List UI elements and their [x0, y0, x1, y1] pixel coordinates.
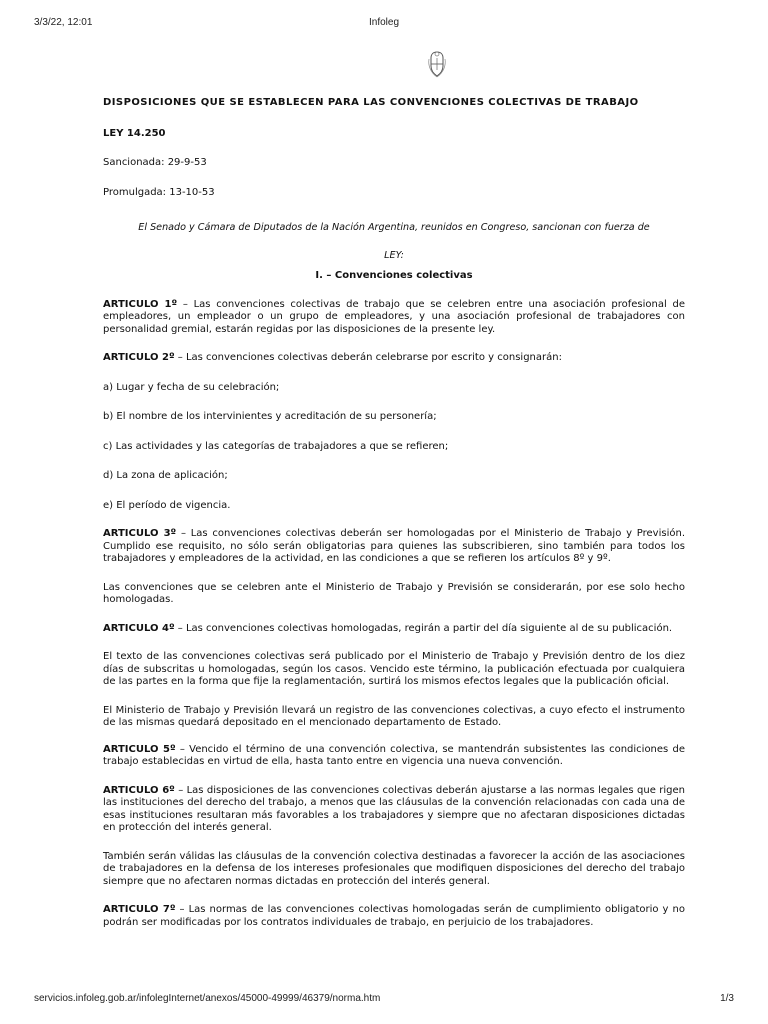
print-footer	[34, 993, 734, 1007]
article-4-label: ARTICULO 4º	[103, 622, 175, 634]
article-3-text: – Las convenciones colectivas deberán ser homologadas por el Ministerio de Trabajo y Previsión. Cumplido ese requisito, no sólo serán obligatorias para quienes las subscribieren, sino también para todos los trabajadores y empleadores de la actividad, en las condiciones a que se refieren los artículos 8º y 9º.	[103, 528, 685, 564]
article-7-label: ARTICULO 7º	[103, 904, 176, 915]
article-6-paragraph-2: También serán válidas las cláusulas de la convención colectiva destinadas a favorecer la acción de las asociaciones de trabajadores en la defensa de los intereses profesionales que modifiquen disposiciones del derecho del trabajo siempre que no afectaren normas dictadas en protección del interés general.	[103, 850, 685, 887]
print-date: 3/3/22, 12:01	[34, 17, 93, 28]
list-item: a) Lugar y fecha de su celebración;	[103, 381, 280, 393]
list-item: c) Las actividades y las categorías de trabajadores a que se refieren;	[103, 440, 449, 452]
article-1-label: ARTICULO 1º	[103, 298, 178, 310]
article-6-text: – Las disposiciones de las convenciones colectivas deberán ajustarse a las normas legales que rigen las instituciones del derecho del trabajo, a menos que las cláusulas de la convención relacionadas con cada una de esas instituciones resultaran más favorables a los trabajadores y siempre que no afectaran disposiciones dictadas en protección del interés general.	[103, 784, 685, 833]
page-number: 1/3	[720, 993, 734, 1004]
list-item: b) El nombre de los intervinientes y acreditación de su personería;	[103, 411, 437, 422]
article-4-text: – Las convenciones colectivas homologadas, regirán a partir del día siguiente al de su publicación.	[174, 622, 673, 634]
enacting-formula-line2: LEY:	[384, 250, 404, 261]
list-item: d) La zona de aplicación;	[103, 470, 228, 481]
section-heading: I. – Convenciones colectivas	[315, 270, 473, 281]
article-2-text: – Las convenciones colectivas deberán celebrarse por escrito y consignarán:	[174, 352, 562, 363]
law-number: LEY 14.250	[103, 127, 166, 139]
article-6	[103, 785, 685, 835]
article-5-text: – Vencido el término de una convención colectiva, se mantendrán subsistentes las condiciones de trabajo establecidas en virtud de ella, hasta tanto entre en vigencia una nueva convención.	[103, 743, 685, 767]
promulgated-date: Promulgada: 13-10-53	[103, 186, 215, 198]
article-1-text: – Las convenciones colectivas de trabajo que se celebren entre una asociación profesional de empleadores, un empleador o un grupo de empleadores, y una asociación profesional de trabajadores con personalidad gremial, estarán regidas por las disposiciones de la presente ley.	[103, 298, 685, 335]
article-7-text: – Las normas de las convenciones colectivas homologadas serán de cumplimiento obligatorio y no podrán ser modificadas por los contratos individuales de trabajo, en perjuicio de los trabajadores.	[103, 904, 685, 928]
article-2-label: ARTICULO 2º	[103, 352, 175, 363]
article-3-paragraph-2: Las convenciones que se celebren ante el Ministerio de Trabajo y Previsión se considerarán, por ese solo hecho homologadas.	[103, 581, 685, 605]
enacting-formula-line1: El Senado y Cámara de Diputados de la Nación Argentina, reunidos en Congreso, sancionan con fuerza de	[138, 222, 650, 233]
print-header	[34, 17, 734, 31]
article-4-paragraph-2: El texto de las convenciones colectivas será publicado por el Ministerio de Trabajo y Previsión dentro de los diez días de subscritas u homologadas, según los casos. Vencido este término, la publicación efectuada por cualquiera de las partes en la forma que fije la reglamentación, surtirá los mismos efectos legales que la publicación oficial.	[103, 651, 685, 687]
article-5-label: ARTICULO 5º	[103, 743, 176, 755]
law-document	[103, 97, 685, 929]
document-title: DISPOSICIONES QUE SE ESTABLECEN PARA LAS CONVENCIONES COLECTIVAS DE TRABAJO	[103, 97, 639, 108]
article-4-paragraph-3: El Ministerio de Trabajo y Previsión llevará un registro de las convenciones colectivas, a cuyo efecto el instrumento de las mismas quedará depositado en el mencionado departamento de Estado.	[103, 704, 685, 728]
argentine-coat-of-arms-icon	[426, 50, 448, 78]
article-5	[103, 744, 685, 769]
sanctioned-date: Sancionada: 29-9-53	[103, 157, 207, 168]
article-7	[103, 904, 685, 929]
article-3	[103, 528, 685, 566]
article-4	[103, 623, 685, 636]
enacting-formula	[103, 214, 685, 270]
article-2	[103, 352, 685, 365]
article-1	[103, 299, 685, 337]
print-site-title: Infoleg	[368, 17, 400, 28]
article-3-label: ARTICULO 3º	[103, 528, 177, 539]
article-6-label: ARTICULO 6º	[103, 784, 175, 796]
page-url: servicios.infoleg.gob.ar/infolegInternet/anexos/45000-49999/46379/norma.htm	[34, 993, 381, 1004]
list-item: e) El período de vigencia.	[103, 499, 231, 511]
